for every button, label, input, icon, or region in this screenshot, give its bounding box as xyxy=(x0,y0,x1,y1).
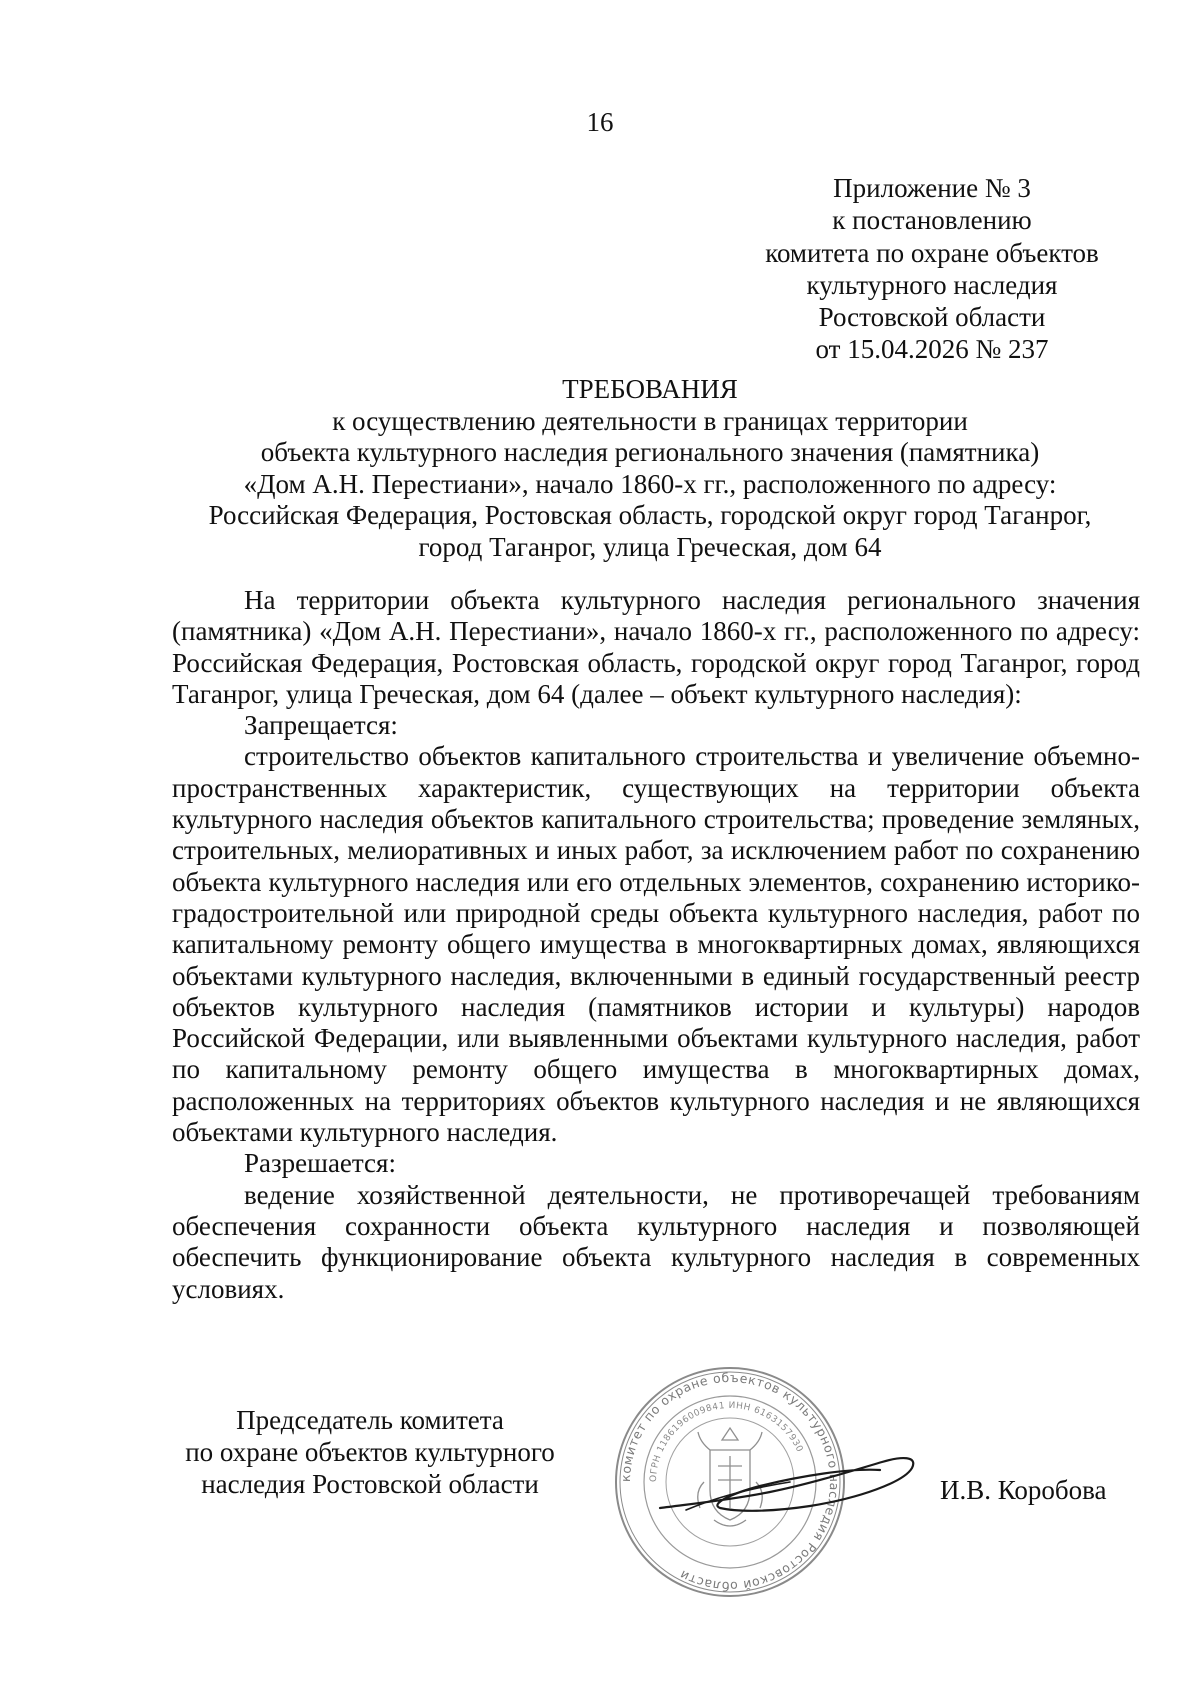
appendix-line: культурного наследия xyxy=(806,269,1058,300)
appendix-line: к постановлению xyxy=(832,205,1032,236)
seal-inner-text: ОГРН 1186196009841 ИНН 6163157930 xyxy=(648,1400,805,1483)
seal-outer-text: комитет по охране объектов культурного наследия Ростовской области xyxy=(617,1369,843,1595)
signer-position-line: по охране объектов культурного xyxy=(185,1437,555,1467)
body-paragraph-permitted-heading: Разрешается: xyxy=(244,1148,396,1179)
title-line: к осуществлению деятельности в границах территории xyxy=(332,405,968,436)
signer-name: И.В. Коробова xyxy=(940,1475,1107,1505)
title-line: Российская Федерация, Ростовская область, городской округ город Таганрог, xyxy=(208,500,1092,530)
page-number: 16 xyxy=(586,107,614,137)
appendix-line: Приложение № 3 xyxy=(833,173,1031,203)
appendix-line: от 15.04.2026 № 237 xyxy=(815,334,1049,365)
body-paragraph-prohibited-heading: Запрещается: xyxy=(244,710,398,741)
signer-position-line: наследия Ростовской области xyxy=(201,1469,539,1499)
signer-position xyxy=(160,1404,580,1500)
body-paragraph: строительство объектов капитального строительства и увеличение объемно-пространственных характеристик, существующих на территории объекта культурного наследия объектов капитального строительства; проведение земляных, строительных, мелиоративных и иных работ, за исключением работ по сохранению объекта культурного наследия или его отдельных элементов, сохранению историко-градостроительной или природной среды объекта культурного наследия, работ по капитальному ремонту общего имущества в многоквартирных домах, являющихся объектами культурного наследия, включенными в единый государственный реестр объектов культурного наследия (памятников истории и культуры) народов Российской Федерации, или выявленными объектами культурного наследия, работ по капитальному ремонту общего имущества в многоквартирных домах, расположенных на территориях объектов культурного наследия и не являющихся объектами культурного наследия. xyxy=(172,741,1140,1148)
title-line: объекта культурного наследия регионального значения (памятника) xyxy=(260,437,1040,467)
body-paragraph: На территории объекта культурного наследия регионального значения (памятника) «Дом А.Н. Перестиани», начало 1860-х гг., расположенного по адресу: Российская Федерация, Ростовская область, городской округ город Таганрог, город Таганрог, улица Греческая, дом 64 (далее – объект культурного наследия): xyxy=(172,585,1140,709)
appendix-line: комитета по охране объектов xyxy=(765,237,1099,268)
body-paragraph: ведение хозяйственной деятельности, не противоречащей требованиям обеспечения сохранности объекта культурного наследия и позволяющей обеспечить функционирование объекта культурного наследия в современных условиях. xyxy=(172,1179,1140,1304)
appendix-line: Ростовской области xyxy=(818,302,1046,333)
document-title xyxy=(160,374,1140,563)
signer-position-line: Председатель комитета xyxy=(236,1405,504,1435)
document-body xyxy=(172,585,1140,1305)
appendix-block xyxy=(752,172,1112,366)
handwritten-signature xyxy=(650,1440,930,1530)
title-line: «Дом А.Н. Перестиани», начало 1860-х гг., расположенного по адресу: xyxy=(243,468,1057,499)
title-heading: ТРЕБОВАНИЯ xyxy=(562,374,738,404)
title-line: город Таганрог, улица Греческая, дом 64 xyxy=(418,531,882,562)
